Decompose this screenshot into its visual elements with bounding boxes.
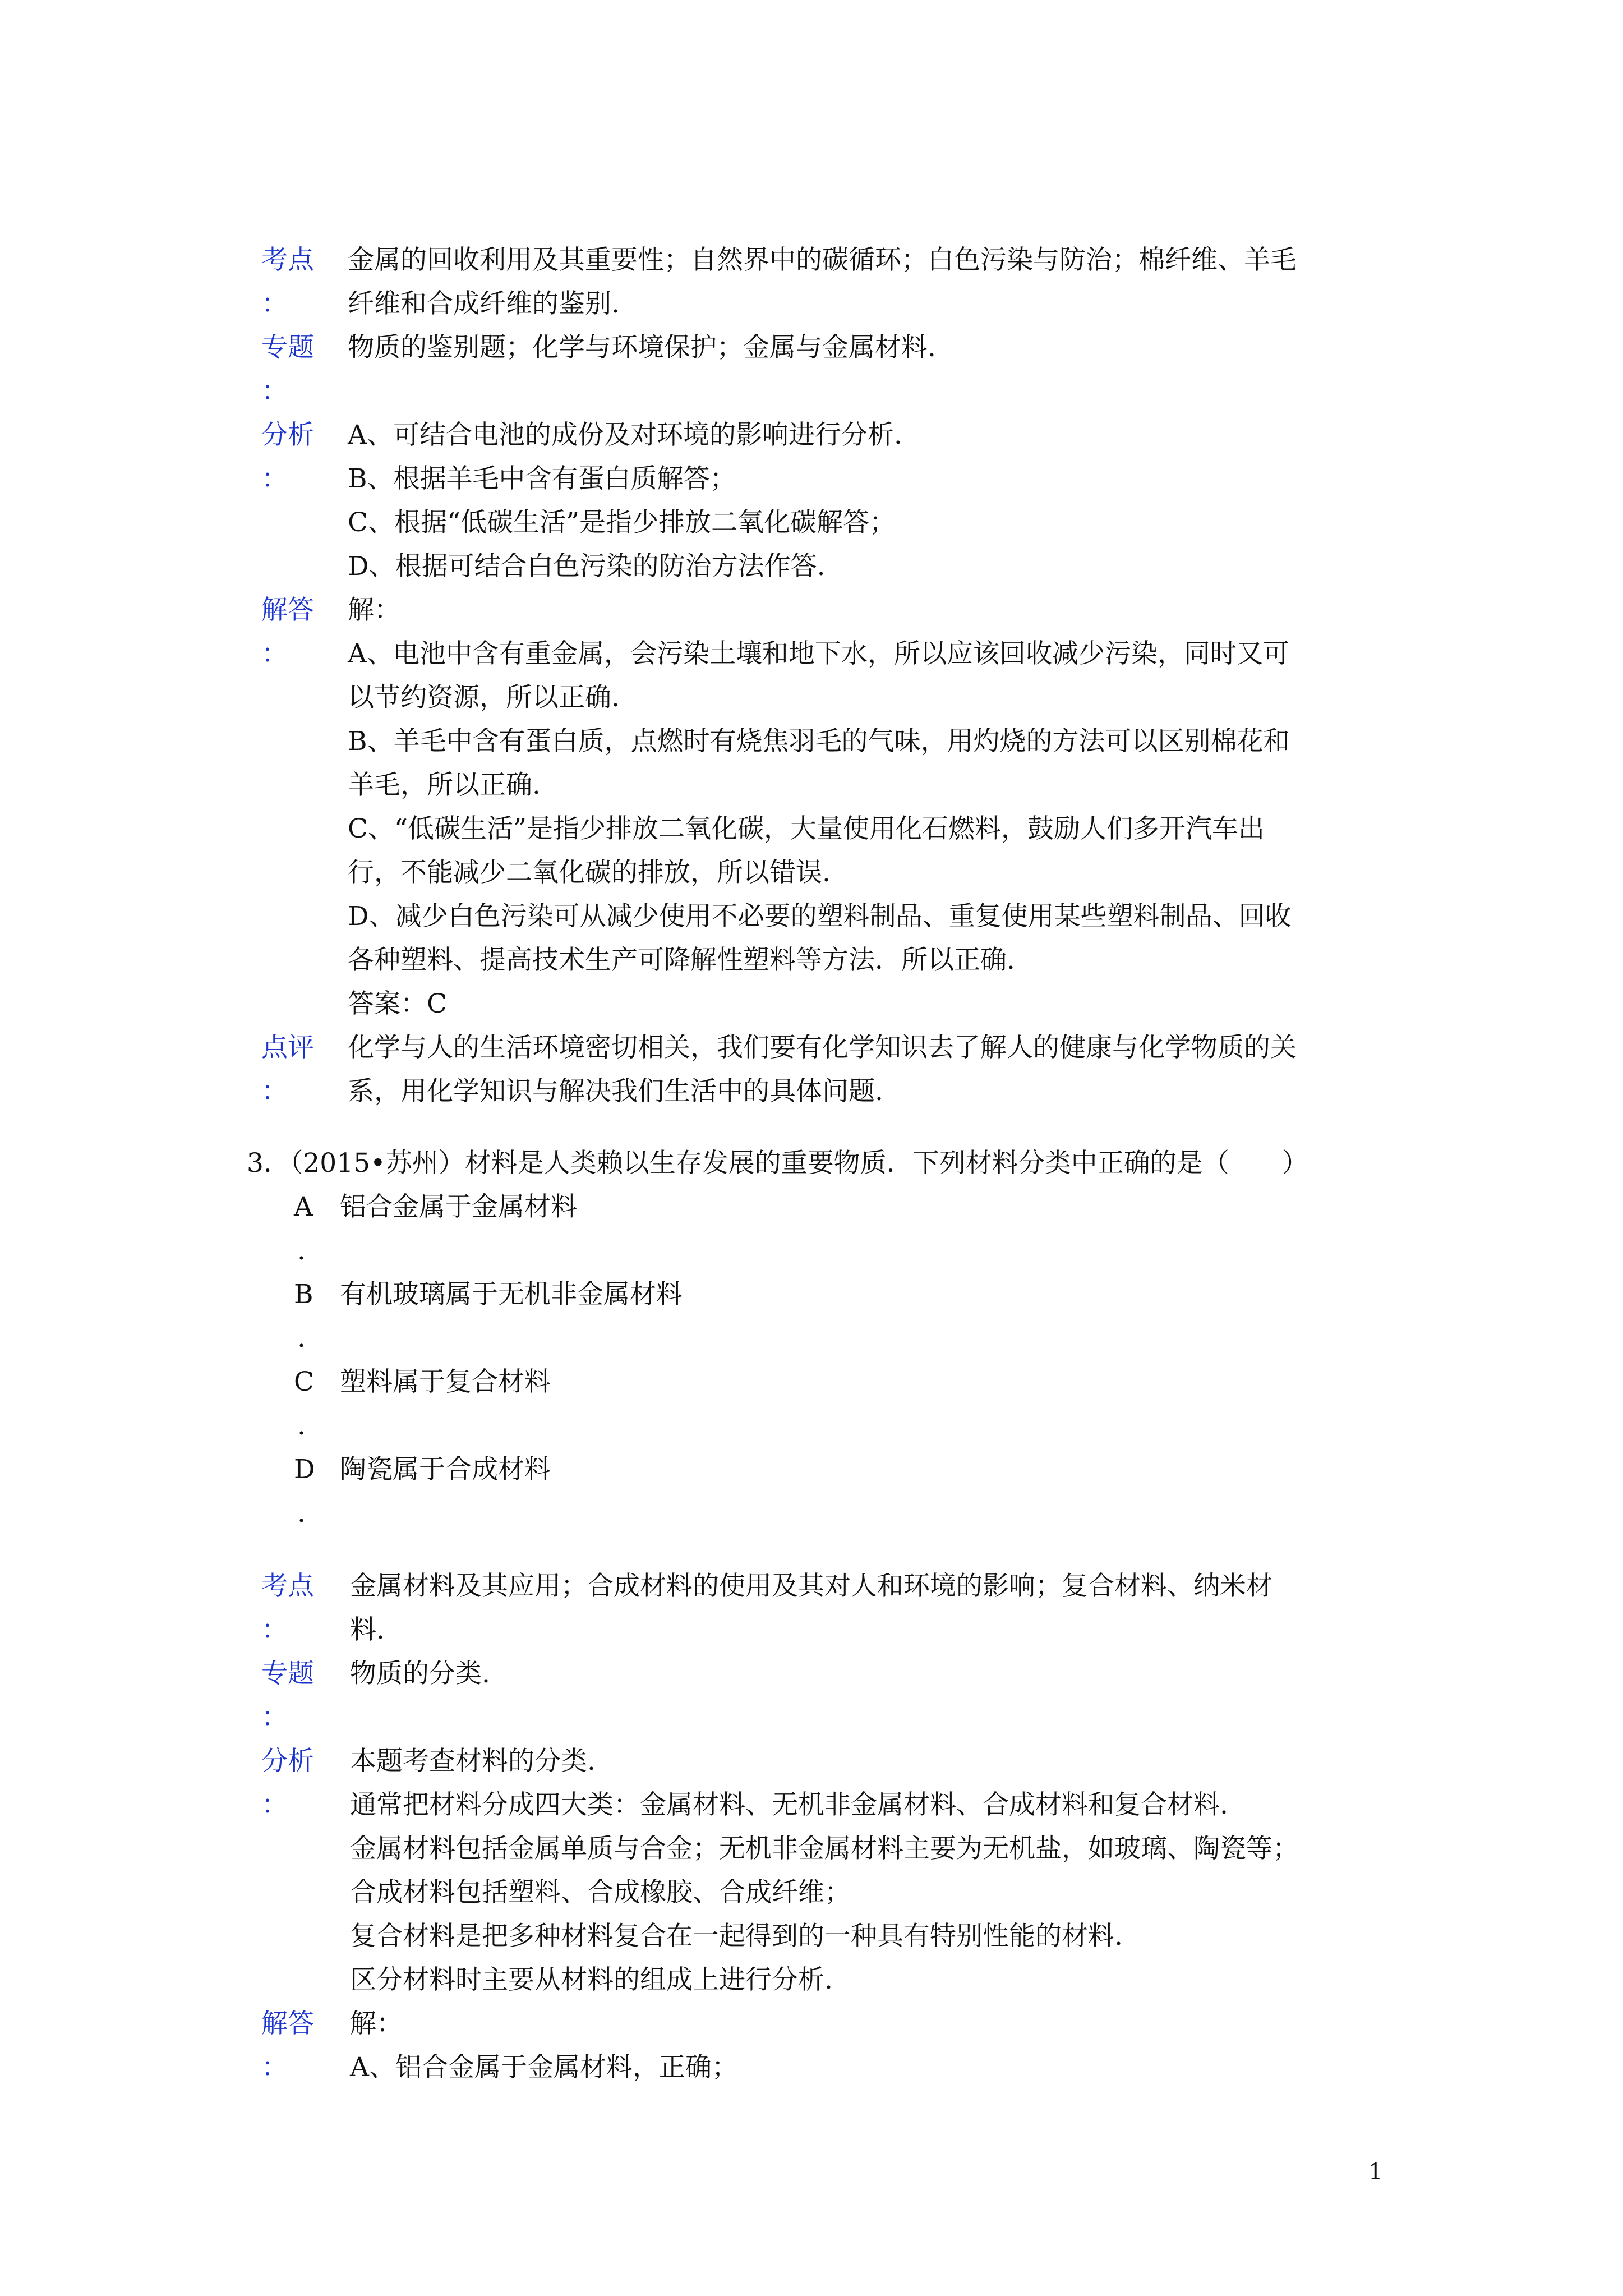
jieda-line: B、羊毛中含有蛋白质，点燃时有烧焦羽毛的气味，用灼烧的方法可以区别棉花和 xyxy=(348,726,1290,757)
zhuanti-colon: ： xyxy=(261,1702,288,1733)
fenxi-line: C、根据“低碳生活”是指少排放二氧化碳解答； xyxy=(348,507,896,538)
kaodian-line: 金属材料及其应用；合成材料的使用及其对人和环境的影响；复合材料、纳米材 xyxy=(350,1571,1272,1602)
fenxi-colon: ： xyxy=(261,1789,288,1820)
zhuanti-line: 物质的分类. xyxy=(350,1658,490,1689)
zhuanti-label: 专题 xyxy=(261,332,314,363)
dianping-line: 系，用化学知识与解决我们生活中的具体问题. xyxy=(348,1076,883,1107)
fenxi-label: 分析 xyxy=(261,1746,314,1777)
jieda-line: 解： xyxy=(348,595,400,625)
jieda-line: D、减少白色污染可从减少使用不必要的塑料制品、重复使用某些塑料制品、回收 xyxy=(348,901,1292,932)
option-dot: . xyxy=(297,1498,306,1529)
jieda-line: 行，不能减少二氧化碳的排放，所以错误. xyxy=(348,857,831,888)
dianping-label: 点评 xyxy=(261,1032,314,1063)
jieda-colon: ： xyxy=(261,2052,288,2083)
fenxi-line: 合成材料包括塑料、合成橡胶、合成纤维； xyxy=(350,1877,851,1908)
option-letter: A xyxy=(294,1191,313,1222)
jieda-line: 解： xyxy=(350,2008,403,2039)
fenxi-line: 本题考查材料的分类. xyxy=(350,1746,596,1777)
option-letter: C xyxy=(294,1366,314,1397)
fenxi-line: B、根据羊毛中含有蛋白质解答； xyxy=(348,463,736,494)
kaodian-label: 考点 xyxy=(261,1571,314,1602)
jieda-colon: ： xyxy=(261,638,288,669)
dianping-colon: ： xyxy=(261,1076,288,1107)
fenxi-line: 通常把材料分成四大类：金属材料、无机非金属材料、合成材料和复合材料. xyxy=(350,1789,1228,1820)
fenxi-colon: ： xyxy=(261,463,288,494)
fenxi-line: 复合材料是把多种材料复合在一起得到的一种具有特别性能的材料. xyxy=(350,1921,1123,1952)
jieda-line: A、电池中含有重金属，会污染土壤和地下水，所以应该回收减少污染，同时又可 xyxy=(348,638,1289,669)
option-dot: . xyxy=(297,1235,306,1266)
answer-line: 答案：C xyxy=(348,988,447,1019)
kaodian-colon: ： xyxy=(261,288,288,319)
kaodian-label: 考点 xyxy=(261,245,314,275)
zhuanti-colon: ： xyxy=(261,376,288,407)
jieda-line: 羊毛，所以正确. xyxy=(348,770,541,800)
jieda-label: 解答 xyxy=(261,595,314,625)
option-dot: . xyxy=(297,1323,306,1354)
option-letter: B xyxy=(294,1279,313,1310)
option-text: 陶瓷属于合成材料 xyxy=(340,1454,551,1485)
fenxi-line: 区分材料时主要从材料的组成上进行分析. xyxy=(350,1964,833,1995)
dianping-line: 化学与人的生活环境密切相关，我们要有化学知识去了解人的健康与化学物质的关 xyxy=(348,1032,1297,1063)
kaodian-line: 料. xyxy=(350,1614,385,1645)
fenxi-line: A、可结合电池的成份及对环境的影响进行分析. xyxy=(348,420,902,450)
jieda-line: C、“低碳生活”是指少排放二氧化碳，大量使用化石燃料，鼓励人们多开汽车出 xyxy=(348,813,1265,844)
fenxi-line: D、根据可结合白色污染的防治方法作答. xyxy=(348,551,826,582)
zhuanti-label: 专题 xyxy=(261,1658,314,1689)
fenxi-line: 金属材料包括金属单质与合金；无机非金属材料主要为无机盐，如玻璃、陶瓷等； xyxy=(350,1833,1299,1864)
jieda-line: 以节约资源，所以正确. xyxy=(348,682,620,713)
zhuanti-line: 物质的鉴别题；化学与环境保护；金属与金属材料. xyxy=(348,332,936,363)
kaodian-line: 金属的回收利用及其重要性；自然界中的碳循环；白色污染与防治；棉纤维、羊毛 xyxy=(348,245,1297,275)
page-number: 1 xyxy=(1368,2159,1383,2185)
fenxi-label: 分析 xyxy=(261,420,314,450)
kaodian-colon: ： xyxy=(261,1614,288,1645)
option-letter: D xyxy=(294,1454,315,1485)
jieda-line: A、铝合金属于金属材料，正确； xyxy=(350,2052,738,2083)
kaodian-line: 纤维和合成纤维的鉴别. xyxy=(348,288,620,319)
jieda-line: 各种塑料、提高技术生产可降解性塑料等方法．所以正确. xyxy=(348,945,1015,976)
option-text: 铝合金属于金属材料 xyxy=(340,1191,577,1222)
option-dot: . xyxy=(297,1410,306,1441)
question-stem: 3．（2015•苏州）材料是人类赖以生存发展的重要物质．下列材料分类中正确的是（ ） xyxy=(247,1148,1308,1179)
option-text: 有机玻璃属于无机非金属材料 xyxy=(340,1279,683,1310)
option-text: 塑料属于复合材料 xyxy=(340,1366,551,1397)
jieda-label: 解答 xyxy=(261,2008,314,2039)
